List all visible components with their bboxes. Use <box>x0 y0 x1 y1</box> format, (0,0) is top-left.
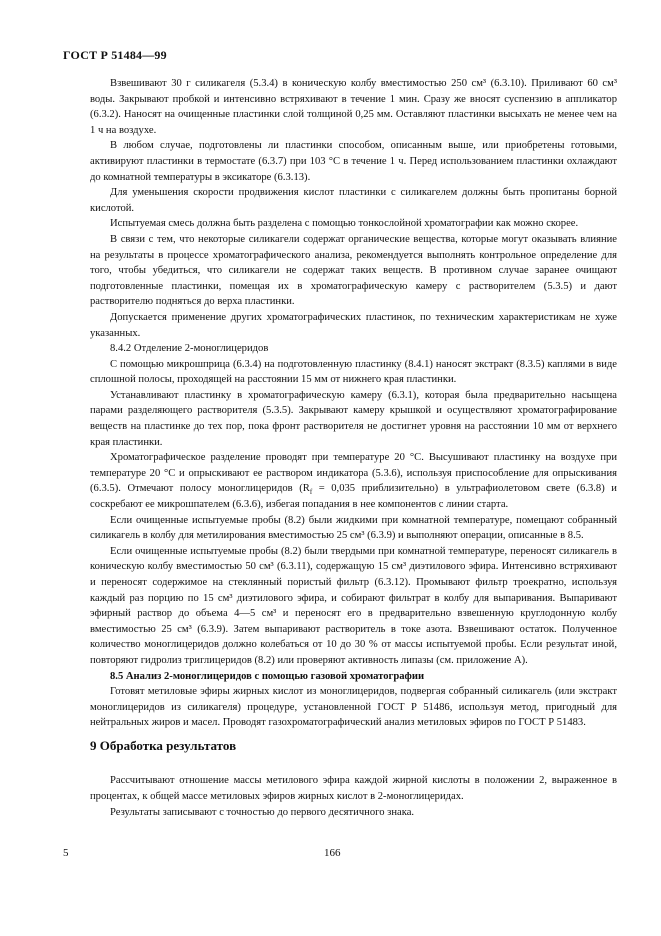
paragraph: Если очищенные испытуемые пробы (8.2) были твердыми при комнатной температуре, переносят силикагель в коническую колбу вместимостью 50 см³ (6.3.11), содержащую 15 см³ диэтилового эфира. Интенсивно встряхивают и переносят содержимое на стеклянный пористый фильтр (6.3.12). Промывают фильтр троекратно, используя каждый раз порцию по 15 см³ диэтилового эфира, и собирают фильтрат в колбу для выпаривания. Выпаривают эфирный раствор до объема 4—5 см³ и переносят его в предварительно взвешенную круглодонную колбу вместимостью 25 см³ (6.3.9). Затем выпаривают растворитель в токе азота. Взвешивают остаток. Полученное количество моноглицеридов должно колебаться от 10 до 30 % от массы испытуемой пробы. Если результат иной, повторяют гидролиз триглицеридов (8.2) или проверяют активность липазы (см. приложение А). <box>90 545 617 666</box>
paragraph: С помощью микрошприца (6.3.4) на подготовленную пластинку (8.4.1) наносят экстракт (8.3.5) каплями в виде сплошной полосы, проходящей на расстоянии 15 мм от нижнего края пластинки. <box>90 358 617 386</box>
subsection-heading-8-4-2: 8.4.2 Отделение 2-моноглицеридов <box>110 343 269 355</box>
footer-left-number: 5 <box>63 847 69 859</box>
paragraph-text: Хроматографическое разделение проводят при температуре 20 °С. Высушивают пластинку на воздухе при температуре 20 °С и опрыскивают ее раствором индикатора (5.3.6), используя приспособление для опрыскивания (6.3.5). Отмечают полосу моноглицеридов (R <box>90 452 617 495</box>
paragraph: Допускается применение других хроматографических пластинок, по техническим характеристикам не хуже указанных. <box>90 311 617 339</box>
paragraph: Для уменьшения скорости продвижения кислот пластинки с силикагелем должны быть пропитаны борной кислотой. <box>90 187 617 214</box>
paragraph: Испытуемая смесь должна быть разделена с помощью тонкослойной хроматографии как можно скорее. <box>110 218 579 230</box>
paragraph-rf <box>90 450 617 512</box>
page-number: 166 <box>324 847 341 859</box>
paragraph: Взвешивают 30 г силикагеля (5.3.4) в коническую колбу вместимостью 250 см³ (6.3.10). Приливают 60 см³ воды. Закрывают пробкой и интенсивно встряхивают в течение 1 мин. Сразу же вносят суспензию в аппликатор (6.3.2). Наносят на очищенные пластинки слой толщиной 0,25 мм. Оставляют пластинки высыхать не менее чем на 1 ч на воздухе. <box>90 78 617 136</box>
paragraph: Если очищенные испытуемые пробы (8.2) были жидкими при комнатной температуре, помещают собранный силикагель в колбу для метилирования вместимостью 25 см³ (6.3.9) и выполняют операции, описанные в 8.5. <box>90 514 617 542</box>
section-9-body <box>90 773 617 821</box>
paragraph: В любом случае, подготовлены ли пластинки способом, описанным выше, или приобретены готовыми, активируют пластинки в термостате (6.3.7) при 103 °С в течение 1 ч. Перед использованием пластинки охлаждают до комнатной температуры в эксикаторе (6.3.13). <box>90 140 617 183</box>
paragraph: Рассчитывают отношение массы метилового эфира каждой жирной кислоты в положении 2, выраженное в процентах, к общей массе метиловых эфиров жирных кислот в 2-моноглицеридах. <box>90 775 617 802</box>
paragraph-text: = 0,035 приблизительно) в ультрафиолетовом свете (6.3.8) и соскребают ее микрошпателем (6.3.6), избегая попадания в нее компонентов с линии старта. <box>90 483 617 511</box>
paragraph: В связи с тем, что некоторые силикагели содержат органические вещества, которые могут оказывать влияние на результаты в процессе хроматографического анализа, рекомендуется выполнять контрольное определение для того, чтобы убедиться, что силикагели не содержат таких веществ. В противном случае заранее очищают подготовленные пластинки, помещая их в хроматографическую камеру с растворителем (5.3.5) и дают растворителю подняться до верха пластинки. <box>90 233 617 308</box>
subsection-heading-8-5: 8.5 Анализ 2-моноглицеридов с помощью газовой хроматографии <box>110 670 425 682</box>
paragraph: Результаты записывают с точностью до первого десятичного знака. <box>110 807 415 818</box>
section-8-body <box>90 76 617 731</box>
paragraph: Готовят метиловые эфиры жирных кислот из моноглицеридов, подвергая собранный силикагель (или экстракт моноглицеридов из силикагеля) процедуре, установленной ГОСТ Р 51486, используя метод, пригодный для нейтральных жиров и масел. Проводят газохроматографический анализ метиловых эфиров по ГОСТ Р 51483. <box>90 686 617 729</box>
rf-subscript: f <box>309 488 313 497</box>
paragraph: Устанавливают пластинку в хроматографическую камеру (6.3.1), которая была предварительно насыщена парами разделяющего растворителя (5.3.5). Закрывают камеру крышкой и осуществляют хроматографирование веществ на пластинке до тех пор, пока фронт растворителя не достигнет уровня на расстоянии 10 мм от верхнего края пластинки. <box>90 389 617 448</box>
document-header: ГОСТ Р 51484—99 <box>63 48 167 62</box>
section-9-title: 9 Обработка результатов <box>90 738 237 753</box>
